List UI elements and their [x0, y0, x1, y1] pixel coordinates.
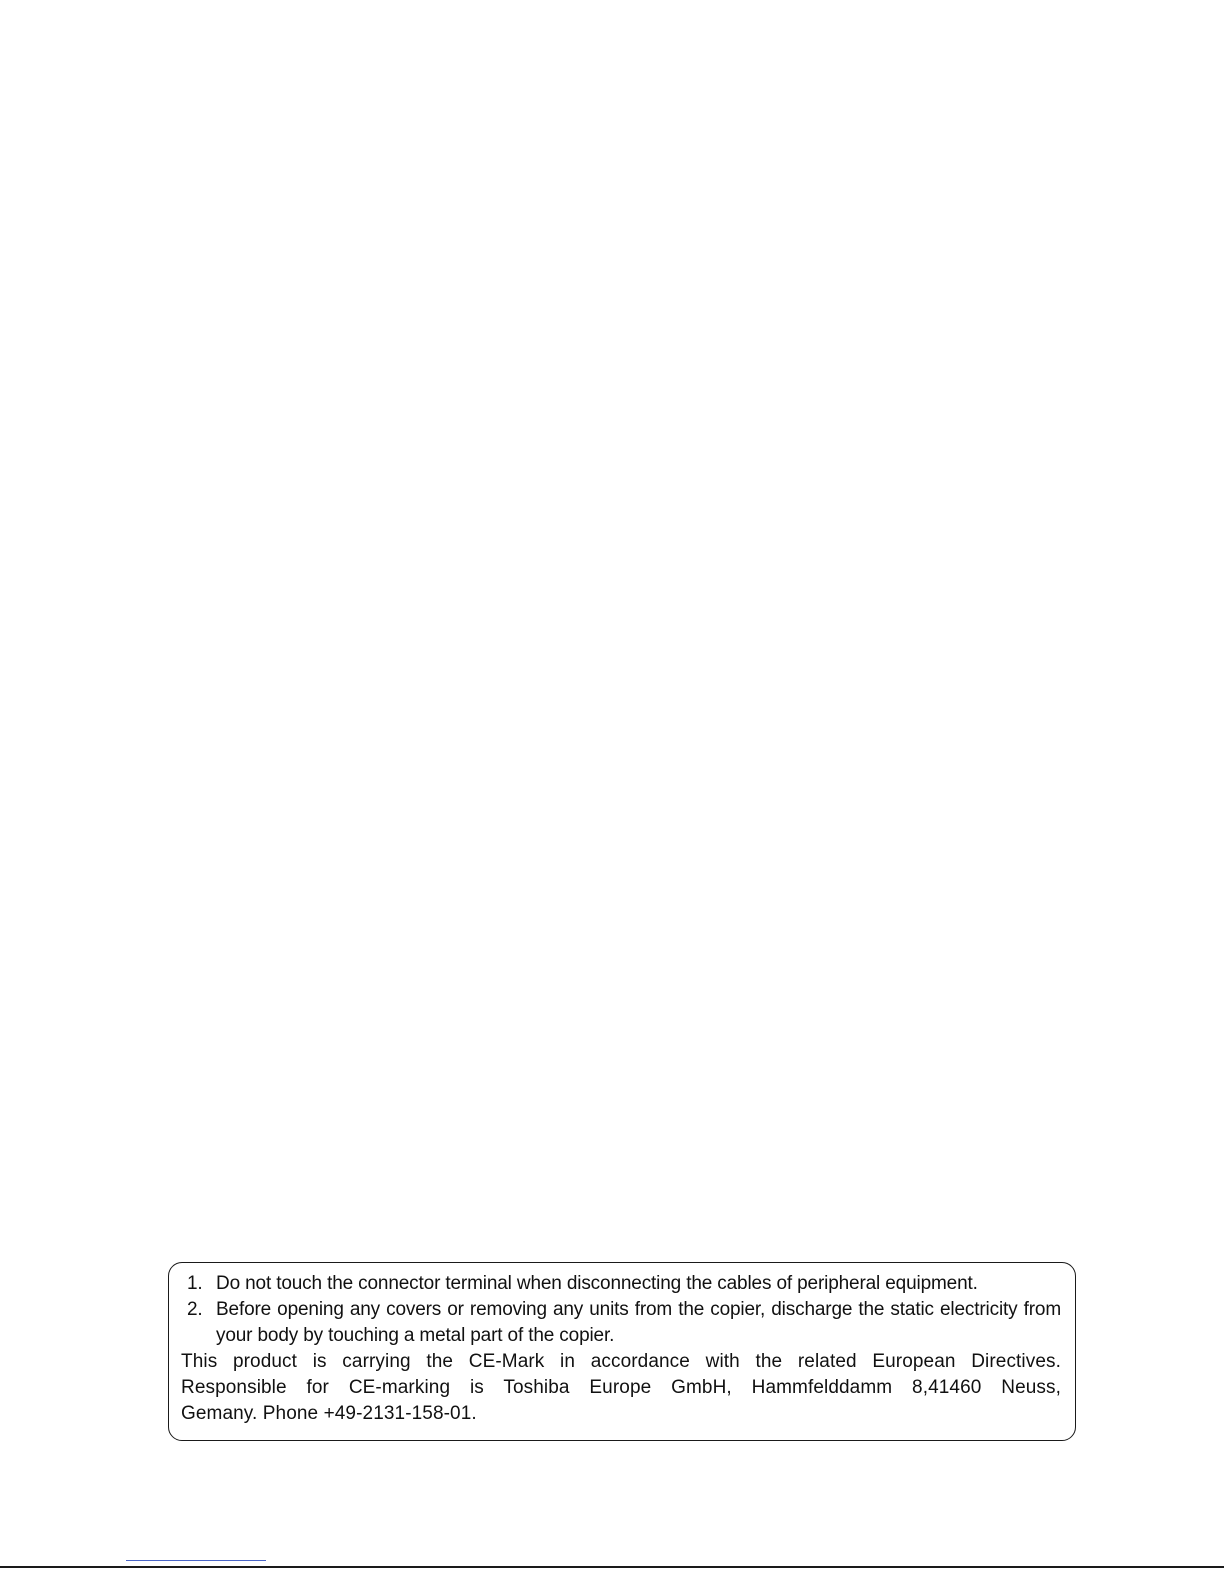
footer-rule: [0, 1566, 1224, 1568]
precaution-item: [181, 1271, 1061, 1297]
precaution-item: [181, 1297, 1061, 1349]
footer-accent-line: [126, 1560, 266, 1561]
precaution-text: Do not touch the connector terminal when disconnecting the cables of peripheral equipment.: [216, 1273, 978, 1294]
precaution-number: 2.: [187, 1299, 203, 1320]
ce-notice-box: [168, 1262, 1076, 1441]
ce-mark-statement: This product is carrying the CE-Mark in accordance with the related European Directives.: [181, 1351, 1061, 1372]
ce-responsible-statement: Responsible for CE-marking is Toshiba Europe GmbH, Hammfelddamm 8,41460 Neuss,: [181, 1377, 1061, 1398]
precaution-list: [181, 1271, 1061, 1349]
ce-contact-statement: Gemany. Phone +49-2131-158-01.: [181, 1403, 477, 1424]
precaution-text: Before opening any covers or removing any units from the copier, discharge the static electricity from your body by touching a metal part of the copier.: [216, 1299, 1061, 1346]
precaution-number: 1.: [187, 1273, 203, 1294]
